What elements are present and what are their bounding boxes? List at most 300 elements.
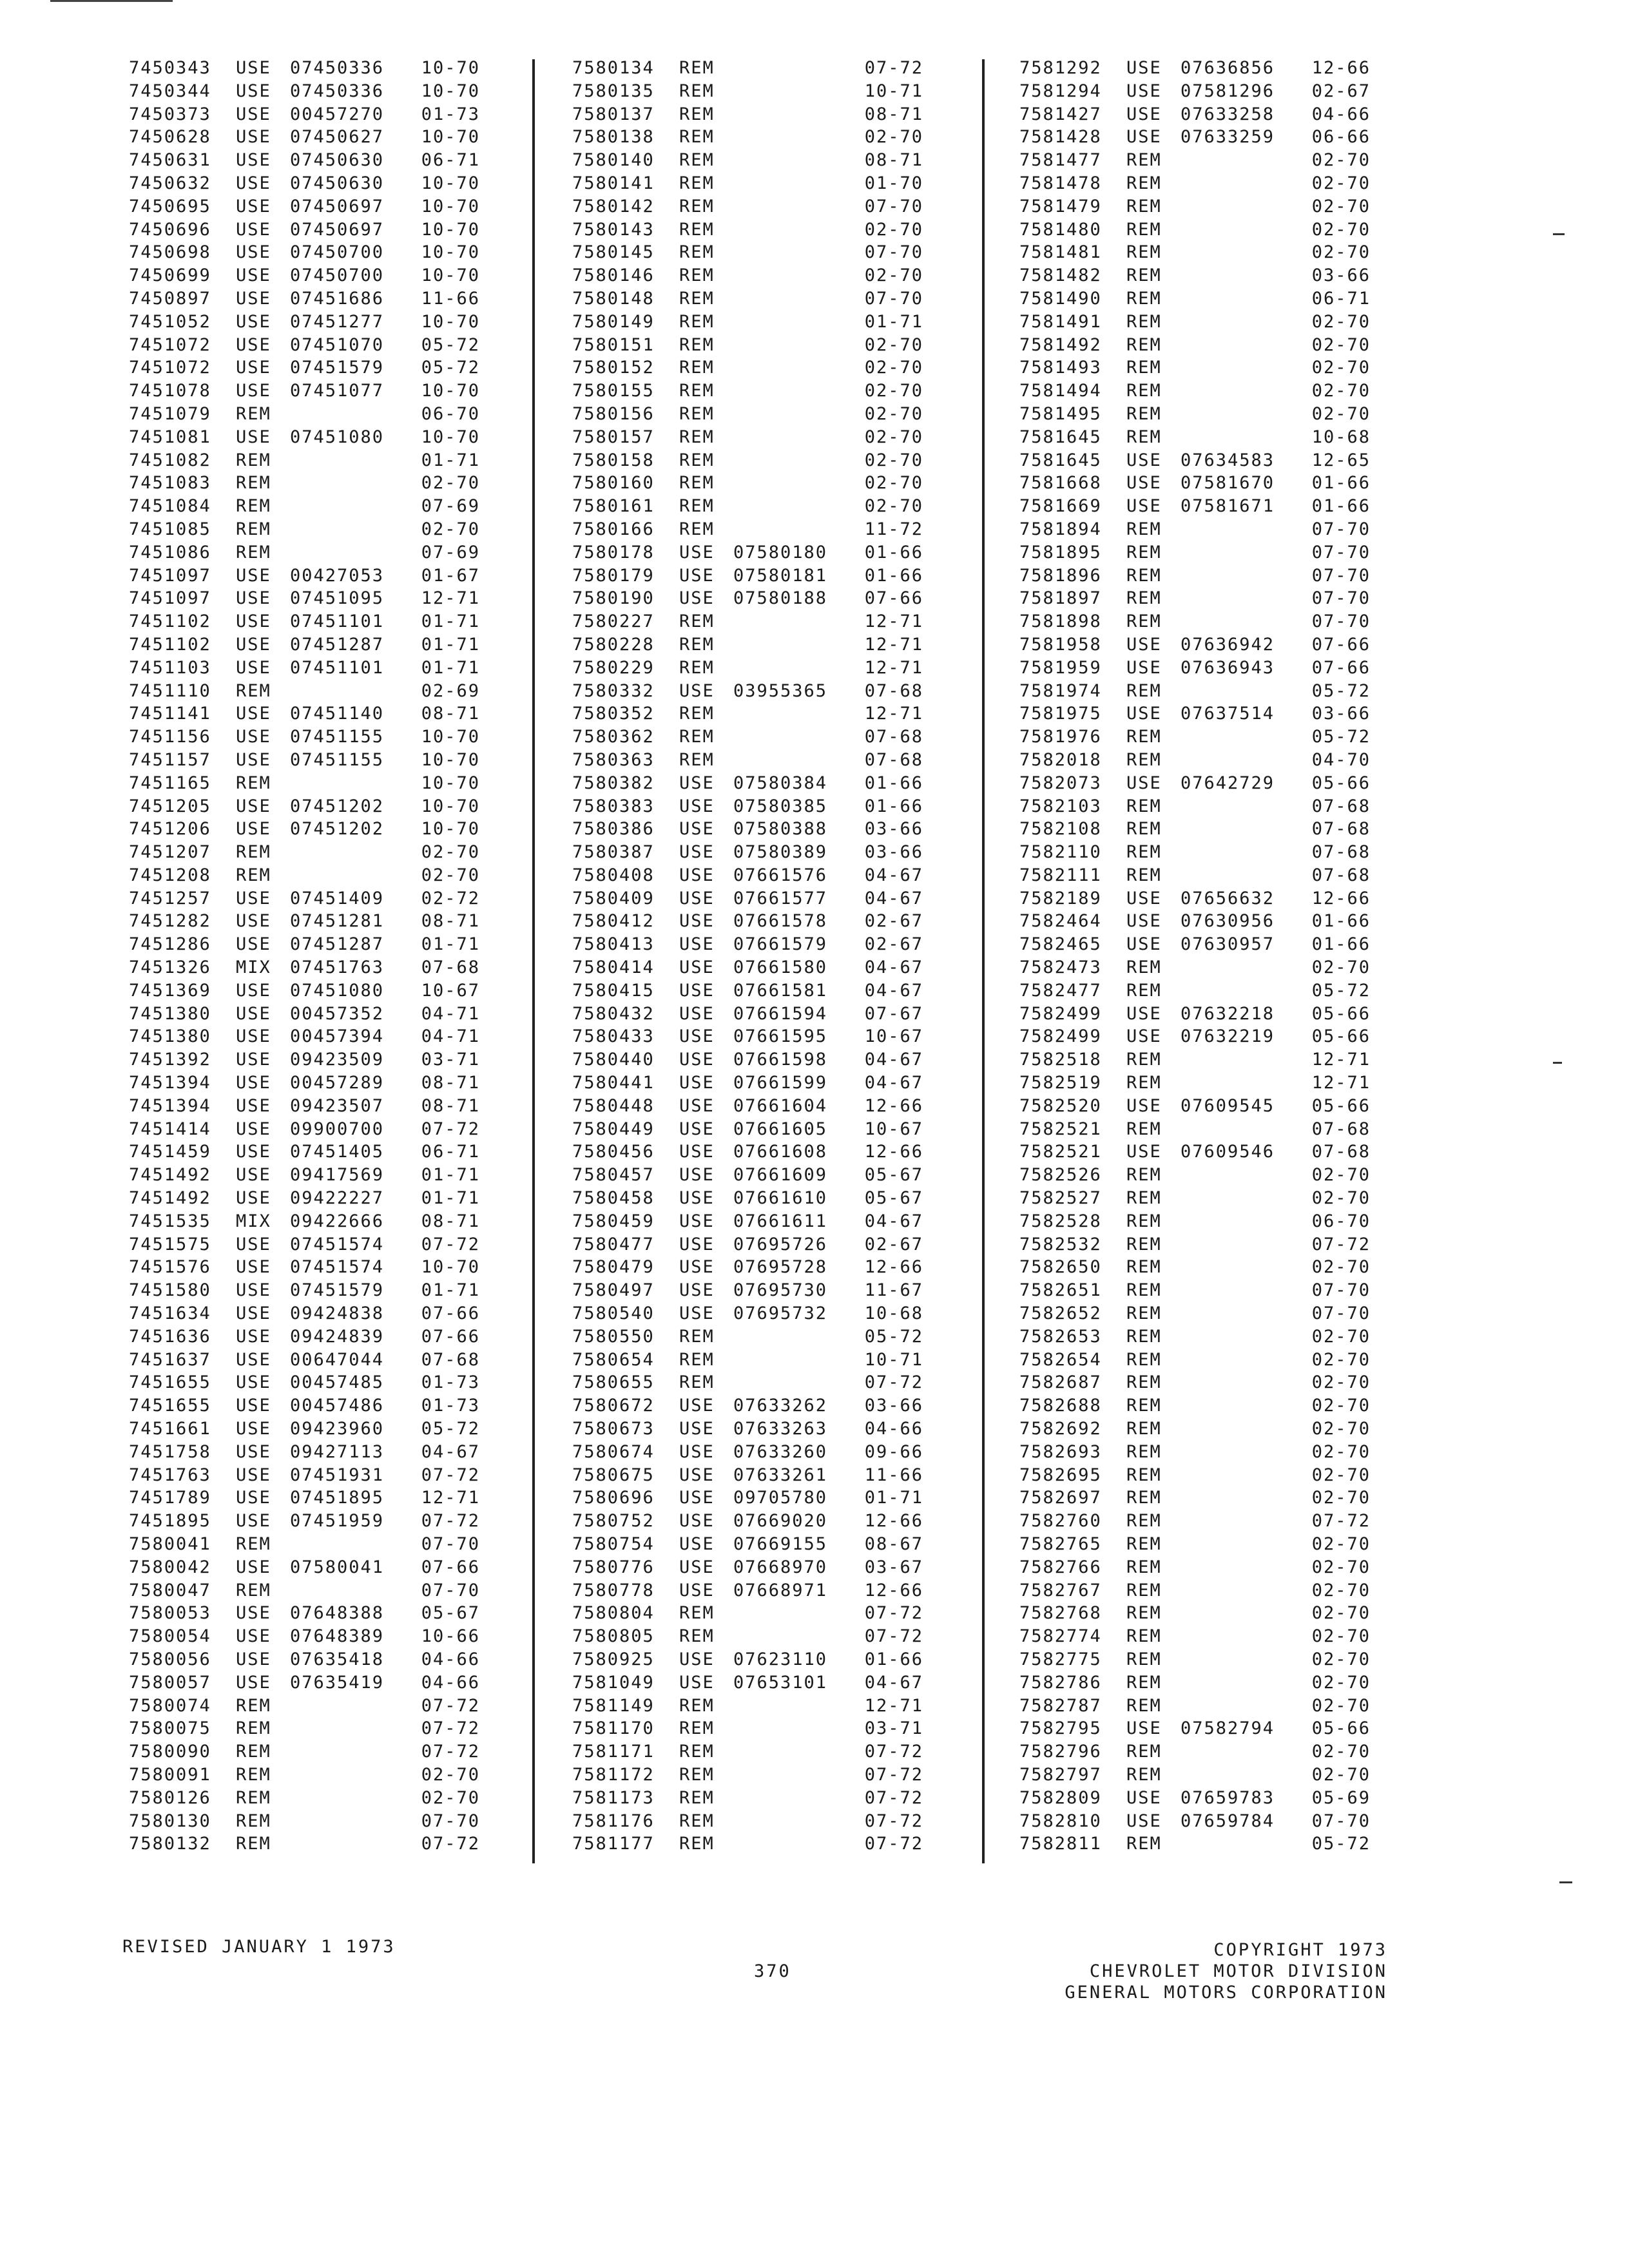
table-row [572, 172, 923, 195]
action-code: USE [679, 1649, 715, 1669]
part-number: 7580166 [572, 519, 655, 539]
action-code: USE [236, 727, 271, 747]
action-code: USE [236, 1119, 271, 1139]
replacement-number [733, 1740, 859, 1763]
table-row [572, 1602, 923, 1625]
revision-date: 07-66 [421, 1557, 480, 1577]
action-code: REM [1126, 311, 1162, 332]
revision-date: 02-70 [864, 496, 923, 517]
action-code: REM [679, 381, 715, 401]
revision-date: 07-66 [421, 1326, 480, 1347]
action-code: REM [679, 634, 715, 655]
part-number: 7581645 [1019, 427, 1102, 447]
part-number: 7580227 [572, 611, 655, 632]
revision-date: 02-70 [1311, 1649, 1371, 1669]
action-code: USE [679, 1396, 715, 1416]
revision-date: 01-66 [1311, 496, 1371, 517]
revision-date: 02-70 [421, 842, 480, 863]
revision-date: 04-67 [864, 957, 923, 978]
part-number: 7582473 [1019, 957, 1102, 978]
part-number: 7451207 [129, 842, 211, 863]
replacement-number: 07659783 [1181, 1787, 1275, 1808]
action-code: REM [236, 865, 271, 885]
part-number: 7582811 [1019, 1834, 1102, 1854]
replacement-number [290, 495, 416, 518]
table-row [1019, 1648, 1371, 1671]
part-number: 7582787 [1019, 1695, 1102, 1716]
part-number: 7580413 [572, 934, 655, 955]
revision-date: 02-70 [1311, 1188, 1371, 1209]
revision-date: 01-71 [421, 657, 480, 678]
table-row [129, 57, 480, 80]
part-number: 7582465 [1019, 934, 1102, 955]
part-number: 7451165 [129, 773, 211, 793]
part-number: 7581898 [1019, 611, 1102, 632]
action-code: REM [679, 1349, 715, 1370]
table-row [572, 1695, 923, 1718]
revision-date: 12-66 [864, 1257, 923, 1278]
part-number: 7582768 [1019, 1603, 1102, 1624]
part-number: 7582499 [1019, 1003, 1102, 1024]
corporation-line: GENERAL MOTORS CORPORATION [1065, 1983, 1387, 2003]
part-number: 7582111 [1019, 865, 1102, 885]
revision-date: 05-67 [864, 1188, 923, 1209]
replacement-number: 07636942 [1181, 634, 1275, 655]
table-row [129, 1556, 480, 1579]
part-number: 7580160 [572, 473, 655, 494]
action-code: USE [679, 1303, 715, 1324]
action-code: REM [1126, 403, 1162, 424]
revision-date: 12-71 [864, 1695, 923, 1716]
table-row [129, 1140, 480, 1164]
part-number: 7582786 [1019, 1672, 1102, 1693]
replacement-number: 07636943 [1181, 657, 1275, 678]
table-row [129, 149, 480, 172]
part-number: 7581049 [572, 1672, 655, 1693]
part-number: 7450628 [129, 127, 211, 148]
part-number: 7580141 [572, 173, 655, 193]
replacement-number: 07450697 [290, 219, 385, 240]
revision-date: 10-70 [421, 127, 480, 148]
replacement-number [1181, 864, 1306, 887]
action-code: REM [236, 842, 271, 863]
action-code: USE [236, 427, 271, 447]
revision-date: 11-66 [864, 1465, 923, 1485]
revision-date: 02-70 [864, 265, 923, 286]
part-number: 7580362 [572, 727, 655, 747]
replacement-number: 07668971 [733, 1580, 828, 1600]
action-code: USE [236, 104, 271, 124]
part-number: 7580074 [129, 1695, 211, 1716]
table-row [129, 1671, 480, 1695]
action-code: USE [679, 865, 715, 885]
table-row [572, 887, 923, 910]
action-code: USE [679, 1188, 715, 1209]
table-row [572, 1003, 923, 1026]
part-number: 7581492 [1019, 334, 1102, 355]
replacement-number: 00457270 [290, 104, 385, 124]
revision-date: 12-71 [421, 588, 480, 609]
table-row [1019, 1095, 1371, 1118]
replacement-number: 07695732 [733, 1303, 828, 1324]
replacement-number [290, 1763, 416, 1787]
action-code: REM [236, 450, 271, 470]
action-code: REM [1126, 1257, 1162, 1278]
revision-date: 07-72 [864, 1764, 923, 1785]
part-number: 7580382 [572, 773, 655, 793]
replacement-number [1181, 1164, 1306, 1187]
revision-date: 08-71 [421, 1211, 480, 1231]
action-code: REM [679, 1811, 715, 1831]
part-number: 7580654 [572, 1349, 655, 1370]
revision-date: 04-67 [864, 980, 923, 1001]
table-row [572, 80, 923, 103]
action-code: USE [236, 1603, 271, 1624]
action-code: USE [236, 196, 271, 216]
action-code: USE [236, 634, 271, 655]
table-row [129, 1349, 480, 1372]
action-code: REM [679, 1326, 715, 1347]
action-code: USE [1126, 634, 1162, 655]
replacement-number: 07451070 [290, 334, 385, 355]
action-code: REM [1126, 1557, 1162, 1577]
part-number: 7451580 [129, 1280, 211, 1301]
revision-date: 12-65 [1311, 450, 1371, 470]
table-row [572, 311, 923, 334]
replacement-number [733, 218, 859, 242]
action-code: REM [1126, 1695, 1162, 1716]
revision-date: 02-69 [421, 680, 480, 701]
table-row [129, 1510, 480, 1533]
top-rule [50, 0, 173, 2]
replacement-number [1181, 1048, 1306, 1072]
replacement-number: 07451101 [290, 657, 385, 678]
revision-date: 04-67 [421, 1441, 480, 1462]
part-number: 7451789 [129, 1488, 211, 1508]
part-number: 7451257 [129, 888, 211, 908]
action-code: REM [1126, 1396, 1162, 1416]
revision-date: 02-70 [864, 403, 923, 424]
replacement-number [290, 1717, 416, 1740]
table-row [1019, 1810, 1371, 1833]
revision-date: 01-66 [864, 565, 923, 586]
action-code: USE [679, 1119, 715, 1139]
part-number: 7451369 [129, 980, 211, 1001]
revision-date: 05-72 [421, 334, 480, 355]
replacement-number: 09427113 [290, 1441, 385, 1462]
replacement-number [1181, 1832, 1306, 1856]
table-row [129, 80, 480, 103]
table-row [572, 380, 923, 403]
revision-date: 07-72 [864, 58, 923, 78]
part-number: 7582189 [1019, 888, 1102, 908]
table-row [572, 149, 923, 172]
action-code: USE [679, 1026, 715, 1047]
table-row [1019, 1695, 1371, 1718]
table-row [129, 1648, 480, 1671]
revision-date: 02-70 [1311, 1326, 1371, 1347]
action-code: REM [679, 196, 715, 216]
part-number: 7580130 [129, 1811, 211, 1831]
table-row [129, 1118, 480, 1141]
revision-date: 12-71 [421, 1488, 480, 1508]
table-row [1019, 956, 1371, 979]
revision-date: 12-71 [1311, 1050, 1371, 1070]
action-code: REM [679, 1372, 715, 1393]
table-row [129, 449, 480, 472]
column-divider-2 [982, 59, 985, 1863]
revision-date: 07-72 [864, 1626, 923, 1647]
revision-date: 01-66 [864, 1649, 923, 1669]
revision-date: 10-70 [421, 81, 480, 101]
action-code: USE [236, 58, 271, 78]
action-code: USE [236, 911, 271, 932]
table-row [1019, 1072, 1371, 1095]
part-number: 7582528 [1019, 1211, 1102, 1231]
action-code: REM [1126, 1326, 1162, 1347]
replacement-number: 07580181 [733, 565, 828, 586]
part-number: 7581177 [572, 1834, 655, 1854]
table-row [129, 956, 480, 979]
replacement-number [290, 518, 416, 541]
table-row [572, 1187, 923, 1210]
action-code: USE [679, 1050, 715, 1070]
revision-date: 02-67 [864, 911, 923, 932]
part-number: 7581173 [572, 1787, 655, 1808]
part-number: 7451205 [129, 796, 211, 816]
replacement-number: 07637514 [1181, 704, 1275, 724]
table-row [1019, 495, 1371, 518]
replacement-number: 03955365 [733, 680, 828, 701]
revision-date: 01-67 [421, 565, 480, 586]
part-number: 7450897 [129, 288, 211, 309]
replacement-number [290, 1787, 416, 1810]
table-row [572, 1441, 923, 1464]
part-number: 7580383 [572, 796, 655, 816]
part-number: 7580138 [572, 127, 655, 148]
revision-date: 01-71 [421, 1188, 480, 1209]
revision-date: 05-72 [1311, 1834, 1371, 1854]
revision-date: 12-66 [864, 1580, 923, 1600]
action-code: USE [679, 1257, 715, 1278]
revision-date: 04-67 [864, 1050, 923, 1070]
part-number: 7451895 [129, 1511, 211, 1532]
part-number: 7451575 [129, 1234, 211, 1254]
revision-date: 01-71 [421, 611, 480, 632]
part-number: 7451286 [129, 934, 211, 955]
revision-date: 11-67 [864, 1280, 923, 1301]
replacement-number [733, 264, 859, 287]
table-row [129, 1003, 480, 1026]
action-code: USE [679, 1165, 715, 1186]
replacement-number: 07580385 [733, 796, 828, 816]
table-row [129, 1164, 480, 1187]
revision-date: 01-71 [421, 934, 480, 955]
replacement-number: 07632219 [1181, 1026, 1275, 1047]
action-code: USE [1126, 704, 1162, 724]
table-row [572, 1832, 923, 1856]
part-number: 7451078 [129, 381, 211, 401]
action-code: USE [236, 1488, 271, 1508]
part-number: 7582688 [1019, 1396, 1102, 1416]
revision-date: 02-70 [1311, 1580, 1371, 1600]
table-row [129, 1256, 480, 1279]
table-row [572, 1787, 923, 1810]
table-row [1019, 1349, 1371, 1372]
revision-date: 07-68 [421, 957, 480, 978]
part-number: 7582108 [1019, 819, 1102, 840]
part-number: 7580387 [572, 842, 655, 863]
table-row [129, 1025, 480, 1048]
revision-date: 10-70 [421, 819, 480, 840]
table-row [572, 1486, 923, 1510]
replacement-number [290, 1832, 416, 1856]
part-number: 7581897 [1019, 588, 1102, 609]
part-number: 7580056 [129, 1649, 211, 1669]
revision-date: 07-70 [864, 288, 923, 309]
table-row [129, 1464, 480, 1487]
part-number: 7451661 [129, 1419, 211, 1439]
part-number: 7580134 [572, 58, 655, 78]
replacement-number [733, 334, 859, 357]
part-number: 7580178 [572, 542, 655, 562]
replacement-number [1181, 426, 1306, 449]
action-code: REM [1126, 611, 1162, 632]
replacement-number [733, 449, 859, 472]
action-code: REM [679, 450, 715, 470]
revision-date: 02-67 [1311, 81, 1371, 101]
action-code: USE [236, 334, 271, 355]
action-code: USE [679, 1142, 715, 1162]
replacement-number: 07580389 [733, 842, 828, 863]
replacement-number: 09422666 [290, 1211, 385, 1231]
margin-mark [1553, 233, 1565, 235]
part-number: 7451157 [129, 749, 211, 770]
table-row [572, 979, 923, 1003]
revision-date: 01-66 [1311, 911, 1371, 932]
part-number: 7451110 [129, 680, 211, 701]
table-row [572, 933, 923, 956]
revision-date: 02-70 [864, 334, 923, 355]
revision-date: 01-73 [421, 1372, 480, 1393]
replacement-number [1181, 1371, 1306, 1394]
part-number: 7450344 [129, 81, 211, 101]
table-row [129, 1486, 480, 1510]
table-row [1019, 1394, 1371, 1418]
part-number: 7581495 [1019, 403, 1102, 424]
replacement-number: 09417569 [290, 1165, 385, 1186]
action-code: USE [1126, 1787, 1162, 1808]
table-row [1019, 1441, 1371, 1464]
table-row [129, 841, 480, 864]
action-code: REM [679, 58, 715, 78]
part-number: 7581493 [1019, 358, 1102, 378]
table-row [572, 1210, 923, 1233]
action-code: USE [1126, 773, 1162, 793]
table-row [572, 541, 923, 564]
revision-date: 07-72 [421, 1834, 480, 1854]
action-code: REM [1126, 1603, 1162, 1624]
revision-date: 07-70 [1311, 588, 1371, 609]
revision-date: 07-72 [864, 1742, 923, 1762]
replacement-number [1181, 1418, 1306, 1441]
replacement-number: 07661576 [733, 865, 828, 885]
replacement-number [290, 449, 416, 472]
replacement-number: 07451959 [290, 1511, 385, 1532]
action-code: REM [679, 496, 715, 517]
action-code: REM [1126, 542, 1162, 562]
replacement-number: 07661581 [733, 980, 828, 1001]
action-code: REM [679, 311, 715, 332]
table-row [1019, 126, 1371, 149]
table-row [129, 287, 480, 311]
action-code: USE [236, 381, 271, 401]
action-code: USE [679, 1488, 715, 1508]
action-code: USE [679, 1234, 715, 1254]
replacement-number: 07580041 [290, 1557, 385, 1577]
replacement-number: 07451287 [290, 934, 385, 955]
revision-date: 05-72 [1311, 980, 1371, 1001]
replacement-number: 07642729 [1181, 773, 1275, 793]
table-row [1019, 1464, 1371, 1487]
table-row [572, 1025, 923, 1048]
part-number: 7580047 [129, 1580, 211, 1600]
revision-date: 07-70 [1311, 1811, 1371, 1831]
replacement-number: 00457352 [290, 1003, 385, 1024]
revision-date: 07-66 [864, 588, 923, 609]
revision-date: 04-66 [864, 1419, 923, 1439]
table-row [1019, 864, 1371, 887]
replacement-number [733, 702, 859, 726]
action-code: USE [236, 980, 271, 1001]
table-row [1019, 1025, 1371, 1048]
action-code: USE [236, 1349, 271, 1370]
table-row [572, 1164, 923, 1187]
replacement-number [733, 80, 859, 103]
column-3 [1019, 57, 1371, 1856]
action-code: REM [679, 127, 715, 148]
replacement-number: 07451686 [290, 288, 385, 309]
revision-date: 02-70 [864, 450, 923, 470]
part-number: 7580655 [572, 1372, 655, 1393]
part-number: 7451380 [129, 1026, 211, 1047]
table-row [1019, 1671, 1371, 1695]
part-number: 7451492 [129, 1188, 211, 1209]
replacement-number: 07633262 [733, 1396, 828, 1416]
table-row [129, 1740, 480, 1763]
action-code: USE [236, 1372, 271, 1393]
part-number: 7580053 [129, 1603, 211, 1624]
action-code: REM [1126, 1280, 1162, 1301]
action-code: USE [236, 1234, 271, 1254]
table-row [572, 264, 923, 287]
table-row [129, 356, 480, 380]
action-code: REM [679, 749, 715, 770]
table-row [1019, 1556, 1371, 1579]
action-code: REM [679, 1626, 715, 1647]
replacement-number: 07451579 [290, 1280, 385, 1301]
action-code: USE [236, 749, 271, 770]
part-number: 7581427 [1019, 104, 1102, 124]
table-row [1019, 1140, 1371, 1164]
revision-date: 02-70 [1311, 334, 1371, 355]
part-number: 7582521 [1019, 1119, 1102, 1139]
table-row [129, 541, 480, 564]
part-number: 7580042 [129, 1557, 211, 1577]
revision-date: 02-70 [1311, 1742, 1371, 1762]
table-row [572, 1279, 923, 1302]
action-code: REM [1126, 1188, 1162, 1209]
